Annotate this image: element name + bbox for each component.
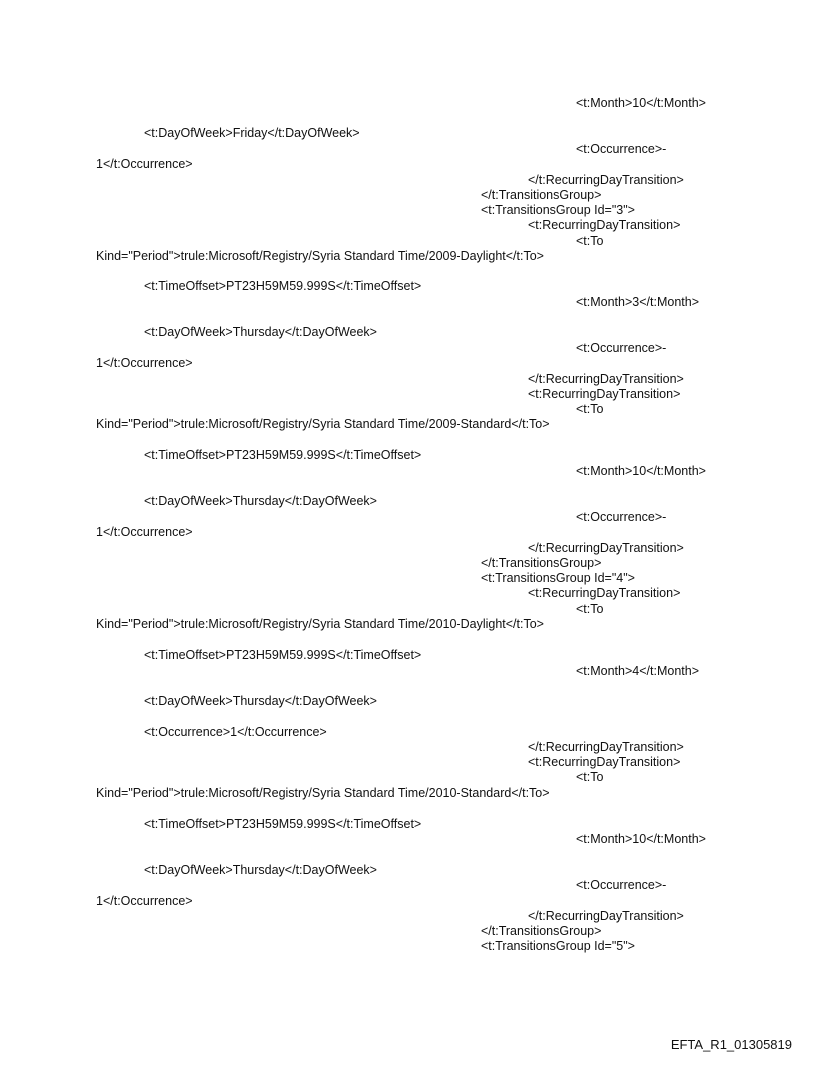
xml-line: Kind="Period">trule:Microsoft/Registry/Syria Standard Time/2010-Daylight</t:To> [96,617,544,631]
xml-line: <t:Month>10</t:Month> [576,96,706,110]
xml-line: <t:TransitionsGroup Id="5"> [481,939,635,953]
xml-line: <t:To [576,770,604,784]
xml-line: <t:RecurringDayTransition> [528,218,681,232]
xml-line: <t:DayOfWeek>Thursday</t:DayOfWeek> [144,694,377,708]
xml-line: <t:TimeOffset>PT23H59M59.999S</t:TimeOffset> [144,279,422,293]
xml-line: 1</t:Occurrence> [96,525,193,539]
xml-line: <t:Occurrence>- [576,878,667,892]
xml-line: <t:Month>10</t:Month> [576,464,706,478]
xml-line: </t:RecurringDayTransition> [528,372,684,386]
xml-line: <t:Occurrence>- [576,510,667,524]
xml-line: Kind="Period">trule:Microsoft/Registry/Syria Standard Time/2010-Standard</t:To> [96,786,550,800]
xml-line: <t:Month>4</t:Month> [576,664,699,678]
xml-line: <t:DayOfWeek>Thursday</t:DayOfWeek> [144,863,377,877]
xml-line: <t:RecurringDayTransition> [528,755,681,769]
xml-line: <t:Month>10</t:Month> [576,832,706,846]
xml-line: Kind="Period">trule:Microsoft/Registry/Syria Standard Time/2009-Daylight</t:To> [96,249,544,263]
xml-line: <t:To [576,234,604,248]
xml-line: <t:To [576,602,604,616]
xml-line: </t:RecurringDayTransition> [528,740,684,754]
xml-line: 1</t:Occurrence> [96,894,193,908]
xml-line: <t:RecurringDayTransition> [528,586,681,600]
xml-line: <t:DayOfWeek>Thursday</t:DayOfWeek> [144,325,377,339]
xml-line: 1</t:Occurrence> [96,157,193,171]
xml-line: <t:DayOfWeek>Friday</t:DayOfWeek> [144,126,360,140]
document-id-footer: EFTA_R1_01305819 [670,1037,792,1052]
xml-line: <t:Occurrence>- [576,142,667,156]
xml-line: </t:RecurringDayTransition> [528,541,684,555]
xml-line: <t:TimeOffset>PT23H59M59.999S</t:TimeOffset> [144,648,422,662]
xml-line: <t:DayOfWeek>Thursday</t:DayOfWeek> [144,494,377,508]
xml-line: </t:RecurringDayTransition> [528,173,684,187]
xml-line: Kind="Period">trule:Microsoft/Registry/Syria Standard Time/2009-Standard</t:To> [96,417,550,431]
xml-line: <t:Occurrence>- [576,341,667,355]
xml-line: <t:To [576,402,604,416]
xml-line: </t:TransitionsGroup> [481,924,602,938]
xml-line: </t:RecurringDayTransition> [528,909,684,923]
xml-line: <t:Occurrence>1</t:Occurrence> [144,725,327,739]
xml-line: <t:TimeOffset>PT23H59M59.999S</t:TimeOffset> [144,448,422,462]
xml-line: </t:TransitionsGroup> [481,556,602,570]
xml-line: <t:TimeOffset>PT23H59M59.999S</t:TimeOffset> [144,817,422,831]
xml-line: <t:TransitionsGroup Id="4"> [481,571,635,585]
xml-line: <t:Month>3</t:Month> [576,295,699,309]
xml-line: <t:RecurringDayTransition> [528,387,681,401]
xml-line: 1</t:Occurrence> [96,356,193,370]
xml-line: <t:TransitionsGroup Id="3"> [481,203,635,217]
xml-line: </t:TransitionsGroup> [481,188,602,202]
